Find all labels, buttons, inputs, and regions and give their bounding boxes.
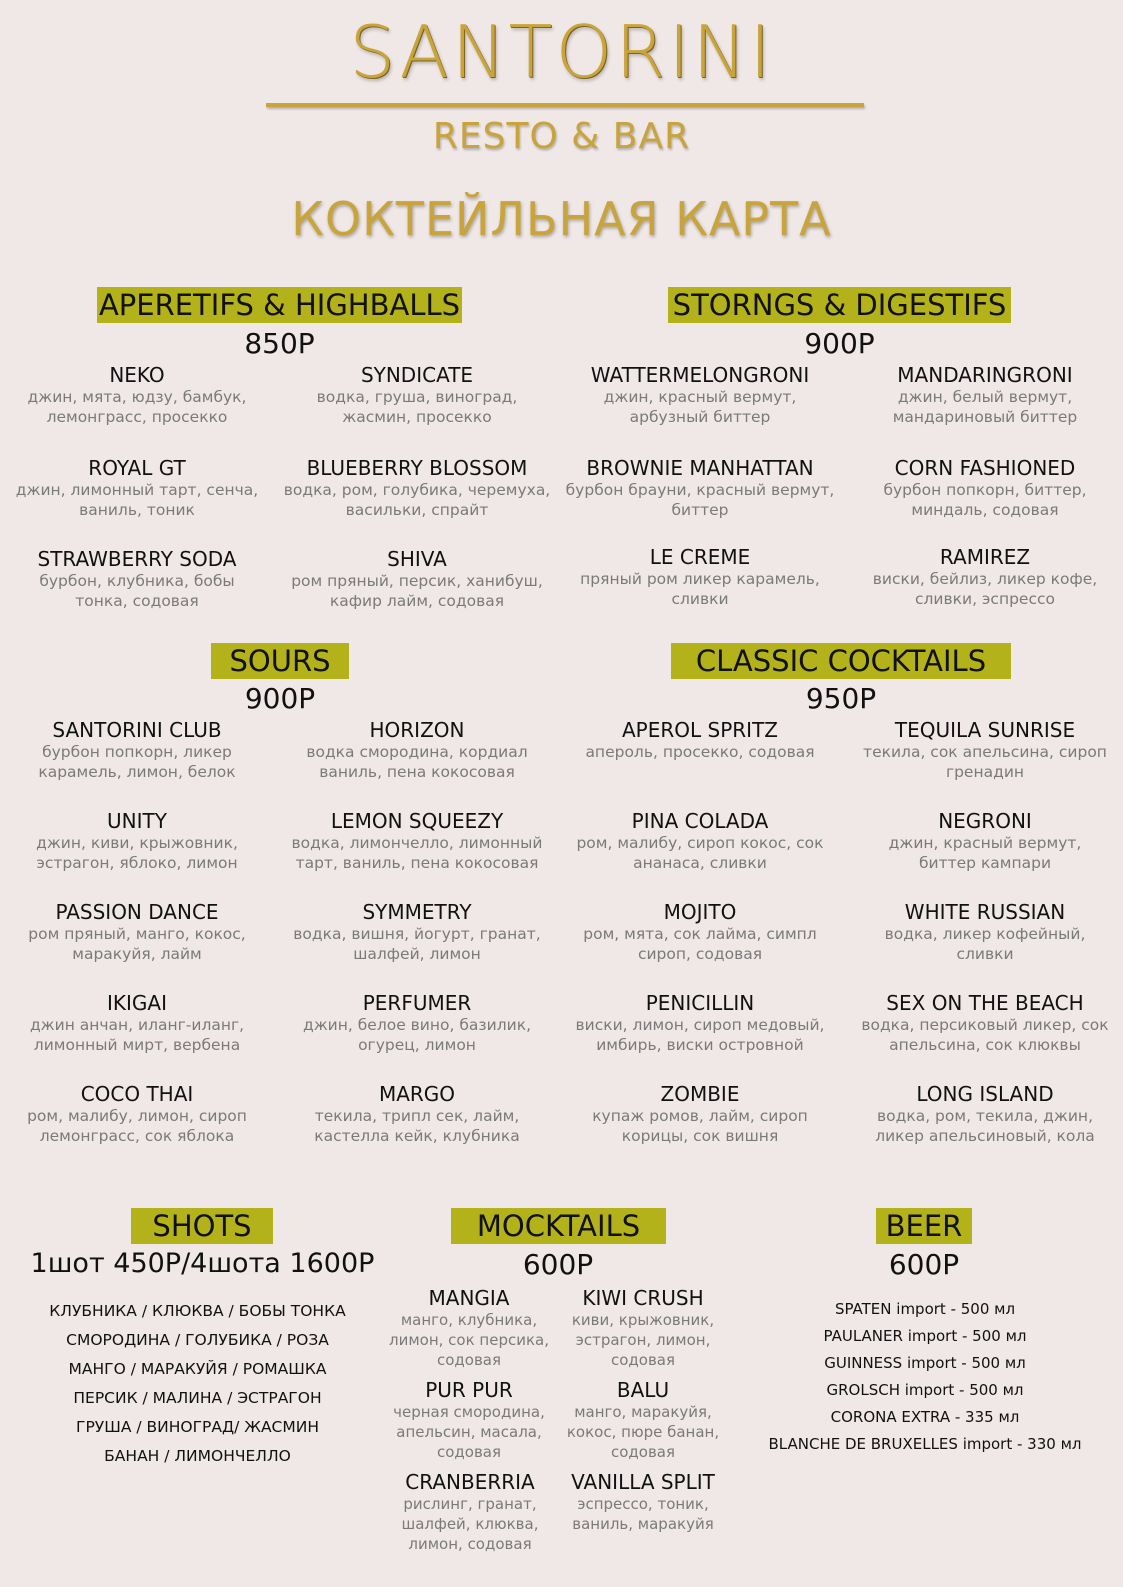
menu-item bbox=[860, 1082, 1110, 1146]
shots-flavor-list bbox=[20, 1297, 375, 1471]
menu-item bbox=[562, 1378, 724, 1462]
item-desc: водка, лимончелло, лимонный тарт, ваниль, пена кокосовая bbox=[291, 834, 543, 872]
item-name: MANDARINGRONI bbox=[897, 363, 1073, 387]
item-desc: джин, мята, юдзу, бамбук, лемонграсс, просекко bbox=[27, 388, 247, 426]
section-price-beer: 600Р bbox=[888, 1248, 960, 1281]
item-desc: водка, ром, голубика, черемуха, васильки, спрайт bbox=[283, 481, 551, 519]
menu-item bbox=[12, 991, 262, 1055]
list-item: BLANCHE DE BRUXELLES import - 330 мл bbox=[768, 1435, 1082, 1453]
item-desc: водка, вишня, йогурт, гранат, шалфей, лимон bbox=[293, 925, 541, 963]
item-desc: бурбон попкорн, ликер карамель, лимон, белок bbox=[38, 743, 236, 781]
list-item: СМОРОДИНА / ГОЛУБИКА / РОЗА bbox=[66, 1331, 329, 1349]
item-name: APEROL SPRITZ bbox=[622, 718, 778, 742]
menu-item bbox=[860, 991, 1110, 1055]
item-name: WHITE RUSSIAN bbox=[904, 900, 1066, 924]
menu-item bbox=[565, 456, 835, 520]
item-name: PERFUMER bbox=[362, 991, 472, 1015]
list-item: SPATEN import - 500 мл bbox=[834, 1300, 1016, 1318]
menu-item bbox=[282, 809, 552, 873]
menu-item bbox=[565, 363, 835, 427]
menu-item bbox=[860, 809, 1110, 873]
menu-item bbox=[282, 363, 552, 427]
section-price-strongs: 900Р bbox=[804, 327, 875, 360]
list-item: ПЕРСИК / МАЛИНА / ЭСТРАГОН bbox=[73, 1389, 322, 1407]
item-desc: бурбон, клубника, бобы тонка, содовая bbox=[39, 572, 235, 610]
menu-item bbox=[860, 456, 1110, 520]
item-desc: манго, клубника, лимон, сок персика, содовая bbox=[389, 1311, 549, 1369]
section-label-classic: CLASSIC COCKTAILS bbox=[671, 643, 1011, 679]
list-item: GUINNESS import - 500 мл bbox=[824, 1354, 1026, 1372]
menu-item bbox=[12, 456, 262, 520]
item-name: HORIZON bbox=[369, 718, 465, 742]
item-name: MOJITO bbox=[663, 900, 737, 924]
section-price-mocktails: 600Р bbox=[522, 1248, 594, 1281]
item-name: TEQUILA SUNRISE bbox=[894, 718, 1076, 742]
list-item: CORONA EXTRA - 335 мл bbox=[830, 1408, 1020, 1426]
item-desc: водка, ликер кофейный, сливки bbox=[884, 925, 1086, 963]
item-name: STRAWBERRY SODA bbox=[37, 547, 237, 571]
menu-item bbox=[12, 547, 262, 611]
item-desc: черная смородина, апельсин, масала, содовая bbox=[393, 1403, 545, 1461]
item-name: CORN FASHIONED bbox=[894, 456, 1076, 480]
item-desc: джин анчан, иланг-иланг, лимонный мирт, вербена bbox=[29, 1016, 245, 1054]
item-desc: ром, малибу, лимон, сироп лемонграсс, сок яблока bbox=[27, 1107, 247, 1145]
menu-item bbox=[860, 718, 1110, 782]
menu-item bbox=[860, 900, 1110, 964]
item-desc: джин, киви, крыжовник, эстрагон, яблоко, лимон bbox=[36, 834, 238, 872]
item-name: SYMMETRY bbox=[362, 900, 472, 924]
item-desc: купаж ромов, лайм, сироп корицы, сок вишня bbox=[592, 1107, 808, 1145]
item-name: IKIGAI bbox=[107, 991, 167, 1015]
item-desc: джин, красный вермут, биттер кампари bbox=[888, 834, 1082, 872]
item-desc: бурбон брауни, красный вермут, биттер bbox=[565, 481, 835, 519]
item-desc: джин, лимонный тарт, сенча, ваниль, тоник bbox=[15, 481, 259, 519]
section-label-strongs: STORNGS & DIGESTIFS bbox=[668, 287, 1011, 323]
menu-item bbox=[12, 1082, 262, 1146]
item-name: SYNDICATE bbox=[360, 363, 474, 387]
item-desc: текила, трипл сек, лайм, кастелла кейк, клубника bbox=[314, 1107, 520, 1145]
item-desc: водка, ром, текила, джин, ликер апельсиновый, кола bbox=[875, 1107, 1095, 1145]
beer-list bbox=[760, 1296, 1090, 1458]
list-item: МАНГО / МАРАКУЙЯ / РОМАШКА bbox=[68, 1360, 327, 1378]
list-item: PAULANER import - 500 мл bbox=[823, 1327, 1027, 1345]
list-item: ГРУША / ВИНОГРАД/ ЖАСМИН bbox=[76, 1418, 319, 1436]
item-name: PUR PUR bbox=[425, 1378, 513, 1402]
item-name: RAMIREZ bbox=[939, 545, 1031, 569]
item-name: MARGO bbox=[378, 1082, 456, 1106]
menu-item bbox=[12, 900, 262, 964]
menu-item bbox=[565, 718, 835, 762]
item-name: MANGIA bbox=[428, 1286, 510, 1310]
item-desc: виски, лимон, сироп медовый, имбирь, виски островной bbox=[575, 1016, 825, 1054]
item-name: SEX ON THE BEACH bbox=[886, 991, 1084, 1015]
item-name: BLUEBERRY BLOSSOM bbox=[306, 456, 528, 480]
menu-item bbox=[282, 900, 552, 964]
section-price-shots: 1шот 450Р/4шота 1600Р bbox=[30, 1248, 375, 1279]
item-desc: пряный ром ликер карамель, сливки bbox=[580, 570, 820, 608]
item-desc: эспрессо, тоник, ваниль, маракуйя bbox=[572, 1495, 714, 1533]
item-desc: ром, мята, сок лайма, симпл сироп, содовая bbox=[583, 925, 817, 963]
item-desc: апероль, просекко, содовая bbox=[585, 743, 815, 761]
item-name: LEMON SQUEEZY bbox=[330, 809, 504, 833]
section-price-aperitifs: 850Р bbox=[244, 327, 315, 360]
item-desc: текила, сок апельсина, сироп гренадин bbox=[863, 743, 1107, 781]
menu-item bbox=[380, 1378, 558, 1462]
item-name: NEGRONI bbox=[938, 809, 1032, 833]
item-desc: джин, красный вермут, арбузный биттер bbox=[603, 388, 797, 426]
brand-title: SANTORINI bbox=[349, 10, 774, 94]
menu-item bbox=[860, 363, 1110, 427]
item-desc: ром, малибу, сироп кокос, сок ананаса, сливки bbox=[576, 834, 824, 872]
item-desc: бурбон попкорн, биттер, миндаль, содовая bbox=[883, 481, 1087, 519]
item-name: UNITY bbox=[107, 809, 167, 833]
section-label-shots: SHOTS bbox=[131, 1208, 273, 1244]
menu-item bbox=[395, 1470, 545, 1554]
menu-item bbox=[380, 1286, 558, 1370]
section-label-aperitifs: APERETIFS & HIGHBALLS bbox=[98, 288, 461, 322]
menu-item bbox=[565, 809, 835, 873]
menu-item bbox=[565, 900, 835, 964]
item-name: NEKO bbox=[109, 363, 165, 387]
item-desc: виски, бейлиз, ликер кофе, сливки, эспрессо bbox=[872, 570, 1098, 608]
menu-item bbox=[12, 363, 262, 427]
list-item: КЛУБНИКА / КЛЮКВА / БОБЫ ТОНКА bbox=[49, 1302, 346, 1320]
menu-title: КОКТЕЙЛЬНАЯ КАРТА bbox=[291, 192, 832, 246]
item-name: PENICILLIN bbox=[645, 991, 755, 1015]
menu-item bbox=[565, 991, 835, 1055]
item-desc: водка смородина, кордиал ваниль, пена кокосовая bbox=[306, 743, 528, 781]
section-price-classic: 950Р bbox=[805, 682, 877, 715]
list-item: GROLSCH import - 500 мл bbox=[826, 1381, 1024, 1399]
item-name: BROWNIE MANHATTAN bbox=[586, 456, 814, 480]
list-item: БАНАН / ЛИМОНЧЕЛЛО bbox=[104, 1447, 291, 1465]
section-label-sours: SOURS bbox=[211, 643, 349, 679]
section-label-mocktails: MOCKTAILS bbox=[451, 1208, 666, 1244]
item-name: ROYAL GT bbox=[88, 456, 186, 480]
menu-item bbox=[282, 1082, 552, 1146]
menu-item bbox=[565, 1082, 835, 1146]
item-name: PINA COLADA bbox=[631, 809, 769, 833]
item-name: LE CREME bbox=[649, 545, 751, 569]
item-desc: джин, белый вермут, мандариновый биттер bbox=[892, 388, 1078, 426]
item-name: KIWI CRUSH bbox=[582, 1286, 704, 1310]
brand-divider bbox=[266, 103, 864, 107]
item-desc: ром пряный, манго, кокос, маракуйя, лайм bbox=[28, 925, 246, 963]
item-desc: водка, персиковый ликер, сок апельсина, сок клюквы bbox=[861, 1016, 1109, 1054]
menu-item bbox=[12, 718, 262, 782]
item-name: BALU bbox=[616, 1378, 670, 1402]
menu-item bbox=[562, 1286, 724, 1370]
item-name: SHIVA bbox=[387, 547, 447, 571]
menu-item bbox=[12, 809, 262, 873]
menu-item bbox=[282, 547, 552, 611]
item-desc: ром пряный, персик, ханибуш, кафир лайм, содовая bbox=[291, 572, 543, 610]
item-desc: водка, груша, виноград, жасмин, просекко bbox=[316, 388, 518, 426]
item-name: PASSION DANCE bbox=[55, 900, 219, 924]
section-price-sours: 900Р bbox=[244, 682, 316, 715]
item-name: LONG ISLAND bbox=[916, 1082, 1054, 1106]
item-name: ZOMBIE bbox=[660, 1082, 740, 1106]
item-name: VANILLA SPLIT bbox=[571, 1470, 715, 1494]
menu-item bbox=[282, 718, 552, 782]
item-desc: рислинг, гранат, шалфей, клюква, лимон, содовая bbox=[401, 1495, 539, 1553]
menu-item bbox=[565, 545, 835, 609]
menu-item bbox=[860, 545, 1110, 609]
section-label-beer: BEER bbox=[876, 1208, 972, 1244]
item-desc: манго, маракуйя, кокос, пюре банан, содовая bbox=[566, 1403, 720, 1461]
menu-item bbox=[282, 991, 552, 1055]
item-desc: джин, белое вино, базилик, огурец, лимон bbox=[302, 1016, 531, 1054]
item-desc: киви, крыжовник, эстрагон, лимон, содовая bbox=[571, 1311, 715, 1369]
item-name: COCO THAI bbox=[80, 1082, 194, 1106]
item-name: SANTORINI CLUB bbox=[52, 718, 222, 742]
menu-item bbox=[562, 1470, 724, 1534]
menu-item bbox=[282, 456, 552, 520]
brand-subtitle: RESTO & BAR bbox=[432, 116, 691, 157]
item-name: CRANBERRIA bbox=[405, 1470, 535, 1494]
item-name: WATTERMELONGRONI bbox=[590, 363, 810, 387]
